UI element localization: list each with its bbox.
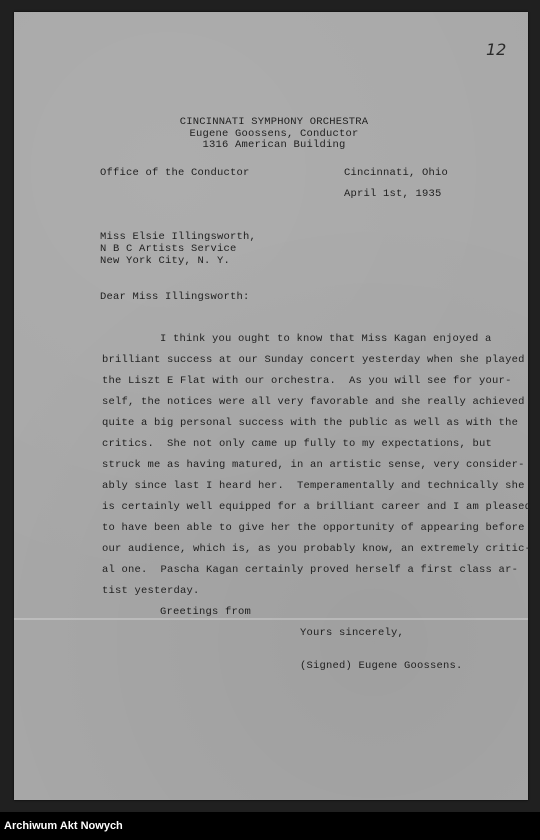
letterhead-conductor: Eugene Goossens, Conductor [189, 128, 359, 140]
body-line: critics. She not only came up fully to my expectations, but [102, 438, 493, 450]
closing-line: Yours sincerely, [300, 627, 405, 639]
body-line: to have been able to give her the opportunity of appearing before [102, 522, 525, 534]
recipient-name: Miss Elsie Illingsworth, [100, 231, 257, 243]
body-line: brilliant success at our Sunday concert yesterday when she played [102, 354, 525, 366]
salutation: Dear Miss Illingsworth: [100, 291, 250, 303]
body-line: al one. Pascha Kagan certainly proved herself a first class ar- [102, 564, 519, 576]
body-line: quite a big personal success with the public as well as with the [102, 417, 519, 429]
body-line: our audience, which is, as you probably know, an extremely critic- [102, 543, 532, 555]
body-line: the Liszt E Flat with our orchestra. As you will see for your- [102, 375, 512, 387]
location-line: Cincinnati, Ohio [344, 167, 449, 179]
letterhead-org: CINCINNATI SYMPHONY ORCHESTRA [179, 116, 369, 128]
body-line: tist yesterday. [102, 585, 200, 597]
body-line: I think you ought to know that Miss Kagan enjoyed a [160, 333, 492, 345]
page-number: 12 [486, 40, 507, 59]
archive-footer: Archiwum Akt Nowych [0, 812, 540, 840]
signature-line: (Signed) Eugene Goossens. [300, 660, 463, 672]
body-line: is certainly well equipped for a brilliant career and I am pleased [102, 501, 532, 513]
body-line: ably since last I heard her. Temperamentally and technically she [102, 480, 525, 492]
body-line: self, the notices were all very favorable and she really achieved [102, 396, 525, 408]
office-line: Office of the Conductor [100, 167, 250, 179]
date-line: April 1st, 1935 [344, 188, 442, 200]
letter-page [14, 12, 532, 800]
paper-fold [14, 618, 528, 620]
letterhead-address: 1316 American Building [202, 139, 346, 151]
recipient-org: N B C Artists Service [100, 243, 237, 255]
recipient-city: New York City, N. Y. [100, 255, 231, 267]
body-line: struck me as having matured, in an artistic sense, very consider- [102, 459, 525, 471]
greeting-line: Greetings from [160, 606, 252, 618]
